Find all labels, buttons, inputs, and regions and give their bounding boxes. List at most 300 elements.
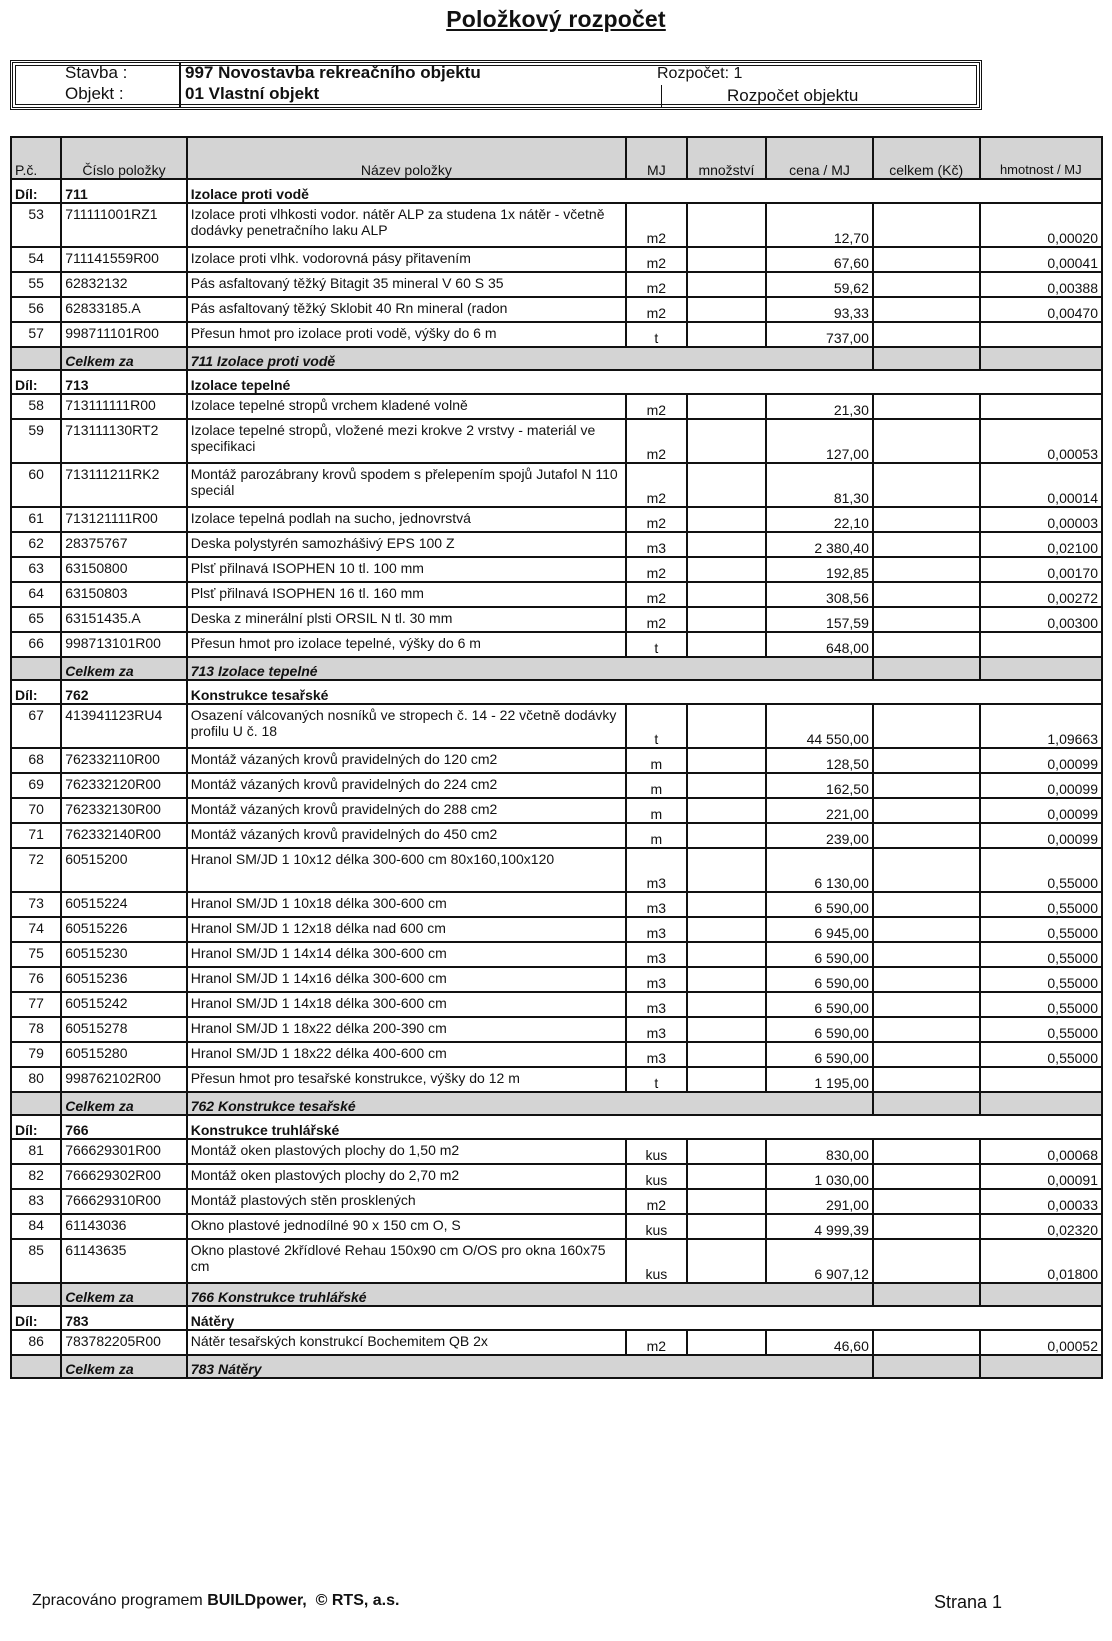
col-header-total: celkem (Kč): [873, 137, 980, 179]
item-name: Hranol SM/JD 1 10x18 délka 300-600 cm: [187, 892, 626, 917]
table-row: [11, 582, 1102, 607]
item-unit-price: 127,00: [766, 419, 873, 463]
item-weight: [980, 322, 1102, 347]
section-total-row: [11, 1092, 1102, 1115]
footer-credit: [32, 1592, 399, 1610]
item-total: [873, 917, 980, 942]
item-weight: [980, 1067, 1102, 1092]
col-header-weight: hmotnost / MJ: [980, 137, 1102, 179]
item-name: Hranol SM/JD 1 14x18 délka 300-600 cm: [187, 992, 626, 1017]
item-unit: kus: [626, 1214, 687, 1239]
item-name: Montáž parozábrany krovů spodem s přelepením spojů Jutafol N 110 speciál: [187, 463, 626, 507]
item-unit: m2: [626, 1189, 687, 1214]
item-weight: 0,00033: [980, 1189, 1102, 1214]
item-name: Přesun hmot pro tesařské konstrukce, výšky do 12 m: [187, 1067, 626, 1092]
item-weight: 0,00099: [980, 748, 1102, 773]
item-quantity: [687, 1189, 766, 1214]
table-row: [11, 1164, 1102, 1189]
item-number: 64: [11, 582, 61, 607]
item-unit: m2: [626, 297, 687, 322]
total-amount: [873, 657, 980, 680]
item-unit: kus: [626, 1139, 687, 1164]
section-code: 713: [61, 370, 187, 394]
item-code: 60515226: [61, 917, 187, 942]
item-unit: m: [626, 823, 687, 848]
section-code: 711: [61, 179, 187, 203]
item-quantity: [687, 247, 766, 272]
item-quantity: [687, 748, 766, 773]
section-total-row: [11, 1283, 1102, 1306]
item-name: Plsť přilnavá ISOPHEN 10 tl. 100 mm: [187, 557, 626, 582]
item-name: Montáž oken plastových plochy do 2,70 m2: [187, 1164, 626, 1189]
section-name: Konstrukce truhlářské: [187, 1115, 1102, 1139]
item-code: 28375767: [61, 532, 187, 557]
table-row: [11, 848, 1102, 892]
item-unit: m2: [626, 582, 687, 607]
item-code: 713111211RK2: [61, 463, 187, 507]
item-number: 76: [11, 967, 61, 992]
item-weight: [980, 394, 1102, 419]
item-quantity: [687, 322, 766, 347]
item-total: [873, 419, 980, 463]
section-dil-label: Díl:: [11, 1306, 61, 1330]
item-code: 60515280: [61, 1042, 187, 1067]
item-number: 62: [11, 532, 61, 557]
item-total: [873, 394, 980, 419]
item-number: 79: [11, 1042, 61, 1067]
item-number: 82: [11, 1164, 61, 1189]
item-number: 74: [11, 917, 61, 942]
item-quantity: [687, 272, 766, 297]
item-name: Deska polystyrén samozhášivý EPS 100 Z: [187, 532, 626, 557]
item-unit-price: 128,50: [766, 748, 873, 773]
section-dil-label: Díl:: [11, 1115, 61, 1139]
item-unit-price: 291,00: [766, 1189, 873, 1214]
table-row: [11, 247, 1102, 272]
item-name: Přesun hmot pro izolace tepelné, výšky do 6 m: [187, 632, 626, 657]
item-total: [873, 1330, 980, 1355]
item-quantity: [687, 1164, 766, 1189]
item-quantity: [687, 1239, 766, 1283]
table-row: [11, 917, 1102, 942]
table-row: [11, 1067, 1102, 1092]
table-row: [11, 992, 1102, 1017]
item-total: [873, 1042, 980, 1067]
item-unit-price: 192,85: [766, 557, 873, 582]
item-unit-price: 6 590,00: [766, 992, 873, 1017]
table-row: [11, 1330, 1102, 1355]
item-unit-price: 81,30: [766, 463, 873, 507]
item-code: 713111111R00: [61, 394, 187, 419]
table-row: [11, 748, 1102, 773]
item-quantity: [687, 532, 766, 557]
item-name: Deska z minerální plsti ORSIL N tl. 30 mm: [187, 607, 626, 632]
item-unit-price: 44 550,00: [766, 704, 873, 748]
item-code: 998711101R00: [61, 322, 187, 347]
item-unit: m2: [626, 557, 687, 582]
item-unit: m3: [626, 967, 687, 992]
total-weight: [980, 1283, 1102, 1306]
section-dil-label: Díl:: [11, 680, 61, 704]
item-total: [873, 1164, 980, 1189]
item-code: 711141559R00: [61, 247, 187, 272]
total-label: Celkem za: [61, 1355, 187, 1378]
item-weight: 0,00052: [980, 1330, 1102, 1355]
item-weight: 0,00020: [980, 203, 1102, 247]
item-quantity: [687, 704, 766, 748]
item-unit-price: 157,59: [766, 607, 873, 632]
item-quantity: [687, 507, 766, 532]
item-unit-price: 6 130,00: [766, 848, 873, 892]
item-quantity: [687, 1330, 766, 1355]
section-dil-label: Díl:: [11, 370, 61, 394]
item-unit-price: 6 590,00: [766, 892, 873, 917]
total-blank: [11, 347, 61, 370]
table-row: [11, 1042, 1102, 1067]
item-weight: 0,00068: [980, 1139, 1102, 1164]
item-weight: 1,09663: [980, 704, 1102, 748]
item-unit: kus: [626, 1239, 687, 1283]
item-name: Plsť přilnavá ISOPHEN 16 tl. 160 mm: [187, 582, 626, 607]
item-quantity: [687, 1067, 766, 1092]
item-number: 71: [11, 823, 61, 848]
table-row: [11, 1139, 1102, 1164]
item-quantity: [687, 203, 766, 247]
item-unit-price: 67,60: [766, 247, 873, 272]
footer-prefix: Zpracováno programem: [32, 1592, 208, 1609]
item-total: [873, 1067, 980, 1092]
item-unit: m: [626, 748, 687, 773]
section-code: 766: [61, 1115, 187, 1139]
item-total: [873, 992, 980, 1017]
section-name: Konstrukce tesařské: [187, 680, 1102, 704]
item-weight: 0,00099: [980, 798, 1102, 823]
item-quantity: [687, 823, 766, 848]
item-weight: 0,55000: [980, 1042, 1102, 1067]
item-unit-price: 21,30: [766, 394, 873, 419]
item-total: [873, 942, 980, 967]
item-unit: m: [626, 798, 687, 823]
item-name: Montáž oken plastových plochy do 1,50 m2: [187, 1139, 626, 1164]
item-number: 59: [11, 419, 61, 463]
item-number: 69: [11, 773, 61, 798]
item-quantity: [687, 607, 766, 632]
item-weight: 0,00053: [980, 419, 1102, 463]
item-code: 998713101R00: [61, 632, 187, 657]
item-unit-price: 1 195,00: [766, 1067, 873, 1092]
item-unit: m2: [626, 247, 687, 272]
table-row: [11, 394, 1102, 419]
total-section-name: 783 Nátěry: [187, 1355, 873, 1378]
item-weight: 0,00470: [980, 297, 1102, 322]
item-total: [873, 704, 980, 748]
item-total: [873, 892, 980, 917]
section-total-row: [11, 1355, 1102, 1378]
item-unit: m2: [626, 1330, 687, 1355]
item-number: 73: [11, 892, 61, 917]
table-row: [11, 507, 1102, 532]
item-total: [873, 247, 980, 272]
item-unit: m2: [626, 272, 687, 297]
item-weight: 0,55000: [980, 967, 1102, 992]
item-quantity: [687, 297, 766, 322]
col-header-price: cena / MJ: [766, 137, 873, 179]
item-unit: m: [626, 773, 687, 798]
item-total: [873, 1214, 980, 1239]
item-code: 762332120R00: [61, 773, 187, 798]
section-name: Izolace tepelné: [187, 370, 1102, 394]
total-weight: [980, 347, 1102, 370]
table-row: [11, 823, 1102, 848]
item-quantity: [687, 798, 766, 823]
item-quantity: [687, 967, 766, 992]
footer-program: BUILDpower,: [207, 1592, 307, 1609]
table-row: [11, 557, 1102, 582]
item-quantity: [687, 582, 766, 607]
item-name: Montáž vázaných krovů pravidelných do 288 cm2: [187, 798, 626, 823]
item-unit-price: 59,62: [766, 272, 873, 297]
item-quantity: [687, 419, 766, 463]
item-code: 61143635: [61, 1239, 187, 1283]
total-section-name: 766 Konstrukce truhlářské: [187, 1283, 873, 1306]
item-code: 63150800: [61, 557, 187, 582]
item-unit: m3: [626, 942, 687, 967]
table-row: [11, 419, 1102, 463]
item-number: 60: [11, 463, 61, 507]
table-row: [11, 297, 1102, 322]
item-unit: t: [626, 632, 687, 657]
item-unit: m2: [626, 203, 687, 247]
total-weight: [980, 1092, 1102, 1115]
item-quantity: [687, 848, 766, 892]
table-row: [11, 203, 1102, 247]
item-unit-price: 221,00: [766, 798, 873, 823]
section-code: 762: [61, 680, 187, 704]
item-unit-price: 6 907,12: [766, 1239, 873, 1283]
footer-copyright: © RTS, a.s.: [315, 1592, 400, 1609]
item-weight: 0,00272: [980, 582, 1102, 607]
item-code: 762332140R00: [61, 823, 187, 848]
item-unit-price: 1 030,00: [766, 1164, 873, 1189]
item-name: Pás asfaltovaný těžký Sklobit 40 Rn mineral (radon: [187, 297, 626, 322]
item-code: 711111001RZ1: [61, 203, 187, 247]
item-weight: 0,02100: [980, 532, 1102, 557]
item-number: 75: [11, 942, 61, 967]
item-name: Montáž plastových stěn prosklených: [187, 1189, 626, 1214]
item-code: 60515200: [61, 848, 187, 892]
project-header-box: [10, 60, 982, 110]
total-amount: [873, 1355, 980, 1378]
col-header-name: Název položky: [187, 137, 626, 179]
item-name: Pás asfaltovaný těžký Bitagit 35 mineral V 60 S 35: [187, 272, 626, 297]
item-weight: 0,00099: [980, 773, 1102, 798]
col-header-mj: MJ: [626, 137, 687, 179]
item-quantity: [687, 1214, 766, 1239]
item-code: 762332110R00: [61, 748, 187, 773]
item-weight: 0,00091: [980, 1164, 1102, 1189]
item-quantity: [687, 917, 766, 942]
section-code: 783: [61, 1306, 187, 1330]
item-name: Izolace tepelná podlah na sucho, jednovrstvá: [187, 507, 626, 532]
item-unit: m2: [626, 607, 687, 632]
item-total: [873, 1189, 980, 1214]
total-amount: [873, 1283, 980, 1306]
header-divider: [179, 63, 181, 107]
item-unit-price: 6 590,00: [766, 1042, 873, 1067]
total-blank: [11, 1283, 61, 1306]
item-unit: t: [626, 704, 687, 748]
total-weight: [980, 657, 1102, 680]
item-quantity: [687, 992, 766, 1017]
item-number: 78: [11, 1017, 61, 1042]
item-total: [873, 1017, 980, 1042]
item-number: 83: [11, 1189, 61, 1214]
item-unit-price: 737,00: [766, 322, 873, 347]
item-name: Izolace proti vlhk. vodorovná pásy přitavením: [187, 247, 626, 272]
item-total: [873, 297, 980, 322]
item-name: Hranol SM/JD 1 12x18 délka nad 600 cm: [187, 917, 626, 942]
table-row: [11, 942, 1102, 967]
total-section-name: 711 Izolace proti vodě: [187, 347, 873, 370]
item-code: 713121111R00: [61, 507, 187, 532]
item-weight: 0,00099: [980, 823, 1102, 848]
item-number: 55: [11, 272, 61, 297]
item-code: 413941123RU4: [61, 704, 187, 748]
item-total: [873, 322, 980, 347]
item-total: [873, 967, 980, 992]
item-unit: m2: [626, 394, 687, 419]
item-unit-price: 239,00: [766, 823, 873, 848]
item-weight: 0,00003: [980, 507, 1102, 532]
item-number: 81: [11, 1139, 61, 1164]
table-row: [11, 632, 1102, 657]
table-row: [11, 967, 1102, 992]
col-header-qty: množství: [687, 137, 766, 179]
item-name: Přesun hmot pro izolace proti vodě, výšky do 6 m: [187, 322, 626, 347]
total-section-name: 762 Konstrukce tesařské: [187, 1092, 873, 1115]
total-label: Celkem za: [61, 347, 187, 370]
section-header-row: [11, 680, 1102, 704]
section-total-row: [11, 657, 1102, 680]
item-total: [873, 798, 980, 823]
item-number: 67: [11, 704, 61, 748]
item-weight: 0,55000: [980, 1017, 1102, 1042]
table-row: [11, 1017, 1102, 1042]
item-code: 998762102R00: [61, 1067, 187, 1092]
item-code: 60515236: [61, 967, 187, 992]
objekt-label: Objekt :: [65, 84, 124, 103]
item-quantity: [687, 632, 766, 657]
item-quantity: [687, 773, 766, 798]
item-code: 783782205R00: [61, 1330, 187, 1355]
table-row: [11, 773, 1102, 798]
item-total: [873, 463, 980, 507]
item-code: 60515224: [61, 892, 187, 917]
item-quantity: [687, 463, 766, 507]
item-total: [873, 607, 980, 632]
item-weight: 0,01800: [980, 1239, 1102, 1283]
section-name: Izolace proti vodě: [187, 179, 1102, 203]
item-quantity: [687, 942, 766, 967]
item-unit: m3: [626, 1042, 687, 1067]
item-name: Izolace proti vlhkosti vodor. nátěr ALP za studena 1x nátěr - včetně dodávky penetračního laku ALP: [187, 203, 626, 247]
total-amount: [873, 1092, 980, 1115]
item-unit: kus: [626, 1164, 687, 1189]
item-unit-price: 6 590,00: [766, 1017, 873, 1042]
section-total-row: [11, 347, 1102, 370]
col-header-code: Číslo položky: [61, 137, 187, 179]
budget-table: [10, 136, 1103, 1379]
item-name: Okno plastové jednodílné 90 x 150 cm O, S: [187, 1214, 626, 1239]
section-dil-label: Díl:: [11, 179, 61, 203]
total-section-name: 713 Izolace tepelné: [187, 657, 873, 680]
item-number: 77: [11, 992, 61, 1017]
item-total: [873, 748, 980, 773]
section-header-row: [11, 1115, 1102, 1139]
item-name: Osazení válcovaných nosníků ve stropech č. 14 - 22 včetně dodávky profilu U č. 18: [187, 704, 626, 748]
item-name: Hranol SM/JD 1 14x14 délka 300-600 cm: [187, 942, 626, 967]
item-number: 68: [11, 748, 61, 773]
item-number: 84: [11, 1214, 61, 1239]
item-number: 80: [11, 1067, 61, 1092]
item-name: Montáž vázaných krovů pravidelných do 450 cm2: [187, 823, 626, 848]
item-code: 713111130RT2: [61, 419, 187, 463]
item-unit: t: [626, 1067, 687, 1092]
item-weight: 0,00170: [980, 557, 1102, 582]
item-unit: m3: [626, 532, 687, 557]
item-weight: 0,55000: [980, 848, 1102, 892]
item-unit-price: 6 945,00: [766, 917, 873, 942]
item-quantity: [687, 1139, 766, 1164]
item-unit-price: 830,00: [766, 1139, 873, 1164]
item-total: [873, 557, 980, 582]
total-label: Celkem za: [61, 657, 187, 680]
table-row: [11, 322, 1102, 347]
item-total: [873, 272, 980, 297]
item-unit-price: 6 590,00: [766, 967, 873, 992]
item-unit-price: 4 999,39: [766, 1214, 873, 1239]
item-number: 53: [11, 203, 61, 247]
item-unit: m2: [626, 463, 687, 507]
item-unit-price: 46,60: [766, 1330, 873, 1355]
stavba-label: Stavba :: [65, 63, 128, 82]
item-number: 66: [11, 632, 61, 657]
item-name: Montáž vázaných krovů pravidelných do 224 cm2: [187, 773, 626, 798]
item-weight: 0,55000: [980, 942, 1102, 967]
table-row: [11, 892, 1102, 917]
item-weight: 0,55000: [980, 992, 1102, 1017]
item-number: 61: [11, 507, 61, 532]
item-name: Izolace tepelné stropů vrchem kladené volně: [187, 394, 626, 419]
section-name: Nátěry: [187, 1306, 1102, 1330]
item-number: 54: [11, 247, 61, 272]
table-row: [11, 463, 1102, 507]
item-name: Hranol SM/JD 1 10x12 délka 300-600 cm 80x160,100x120: [187, 848, 626, 892]
item-code: 766629301R00: [61, 1139, 187, 1164]
item-unit: m3: [626, 917, 687, 942]
item-weight: 0,00041: [980, 247, 1102, 272]
item-unit-price: 308,56: [766, 582, 873, 607]
item-name: Okno plastové 2křídlové Rehau 150x90 cm O/OS pro okna 160x75 cm: [187, 1239, 626, 1283]
section-header-row: [11, 370, 1102, 394]
item-unit: m2: [626, 419, 687, 463]
item-code: 766629310R00: [61, 1189, 187, 1214]
item-unit: t: [626, 322, 687, 347]
section-header-row: [11, 179, 1102, 203]
item-number: 56: [11, 297, 61, 322]
item-total: [873, 582, 980, 607]
item-code: 63151435.A: [61, 607, 187, 632]
